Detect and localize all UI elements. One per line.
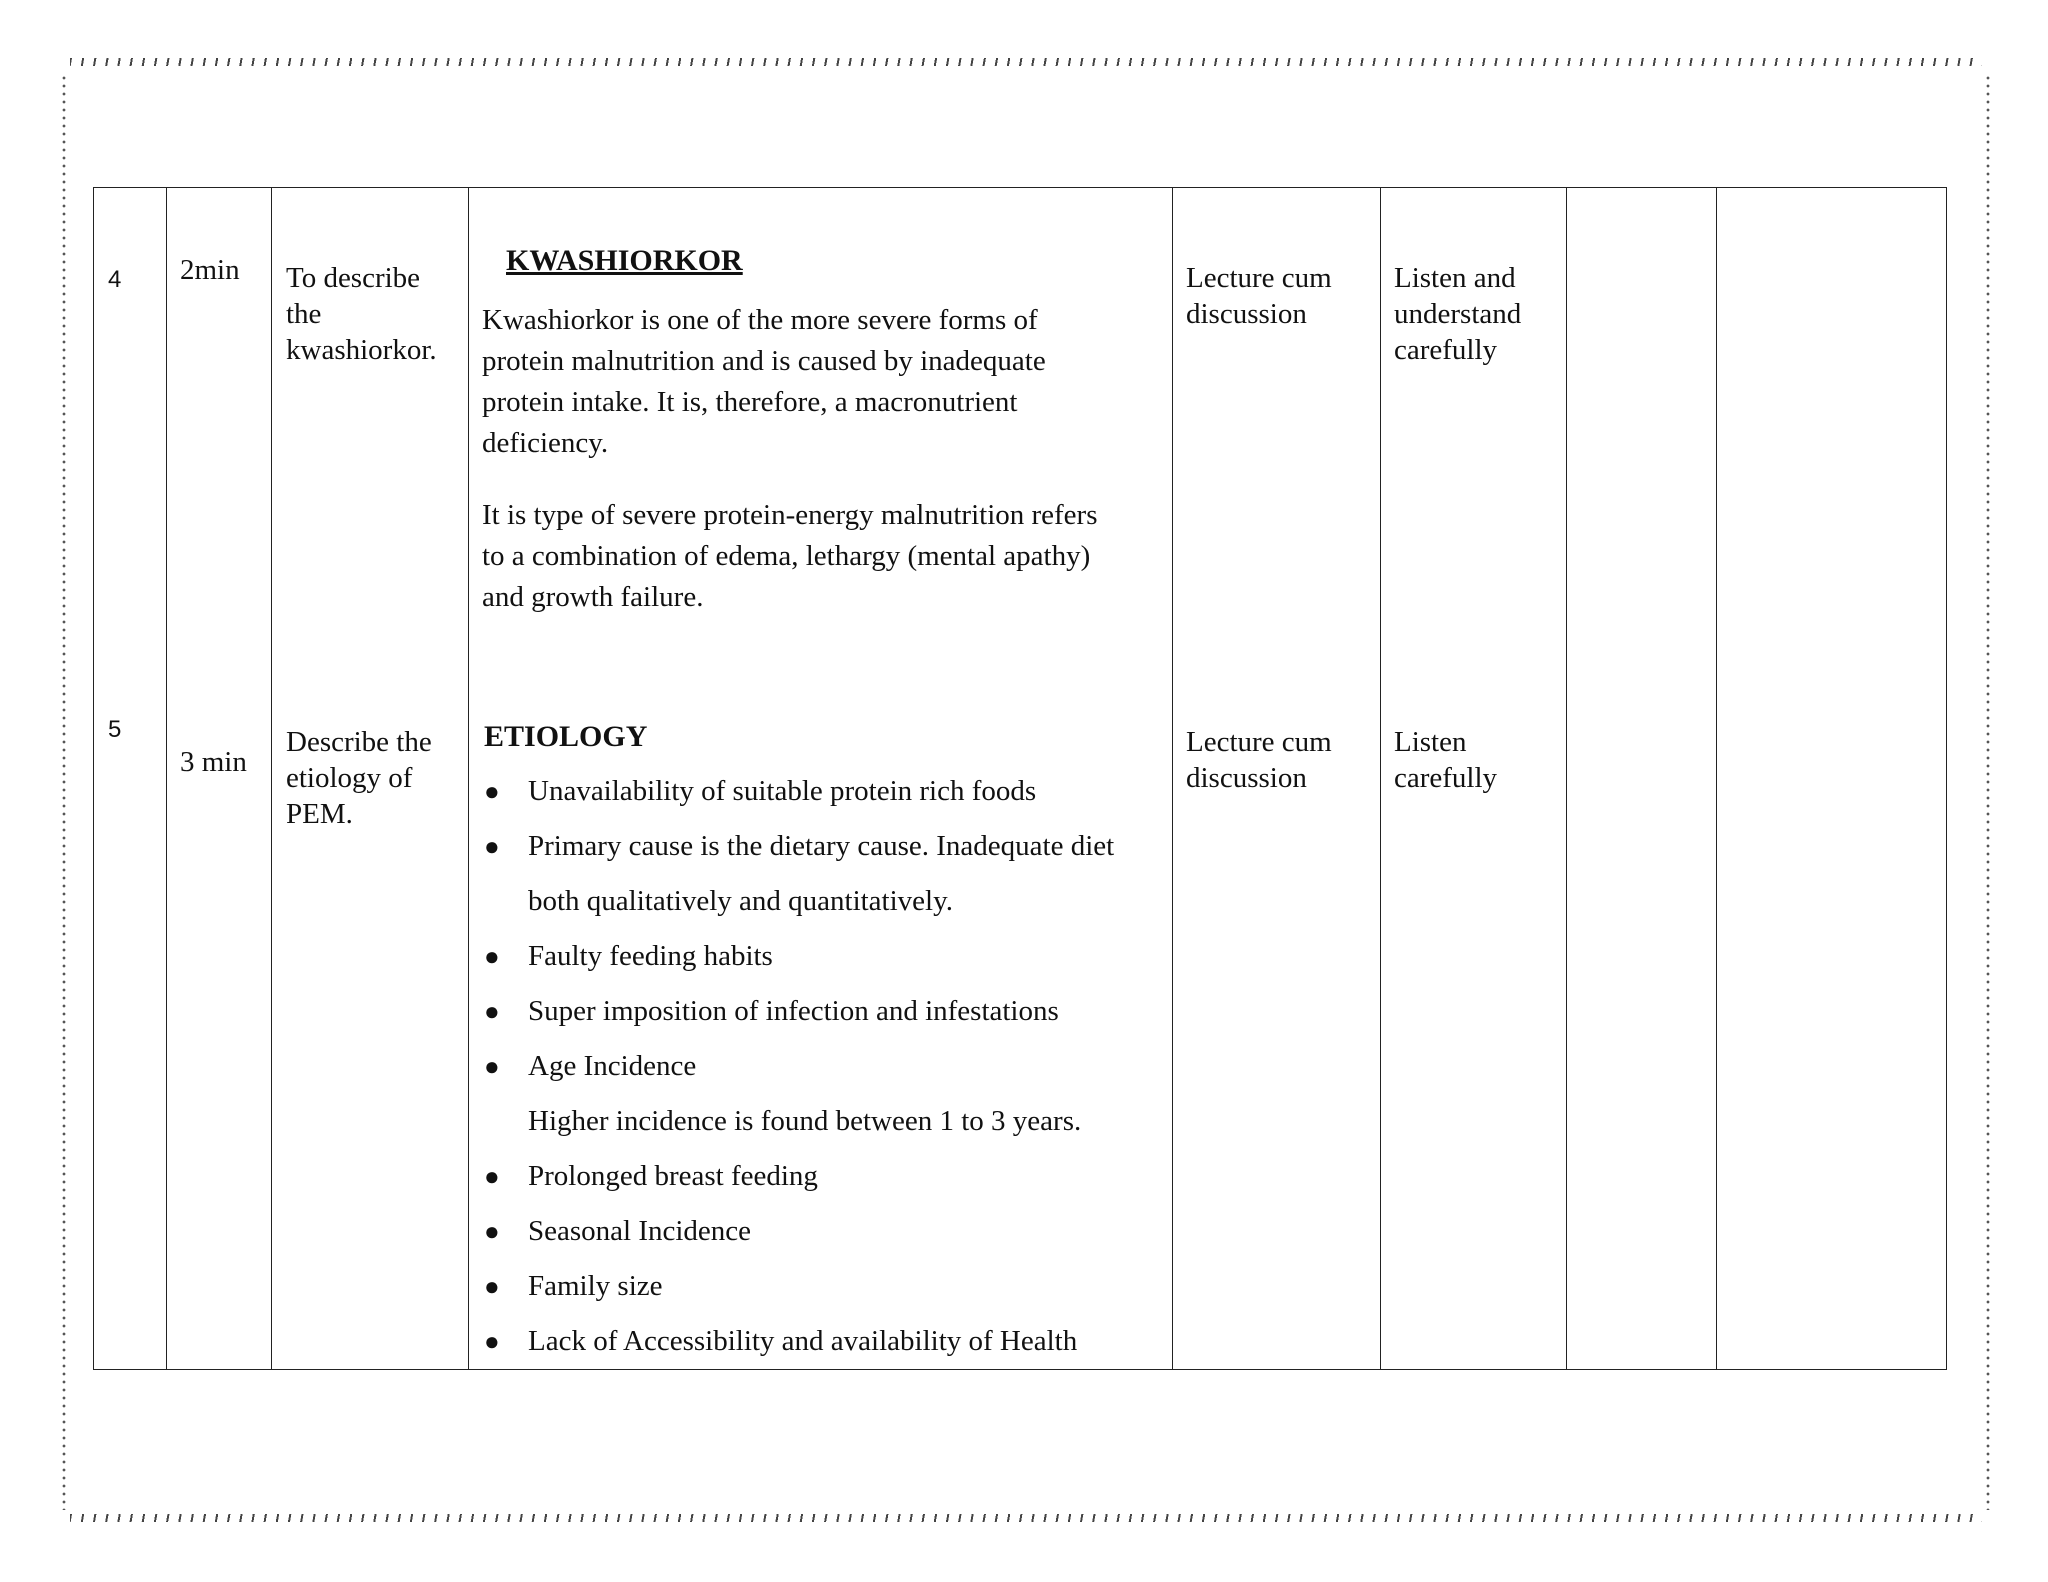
list-item-continuation <box>482 874 1182 929</box>
list-item-text: Unavailability of suitable protein rich foods <box>528 775 1037 807</box>
objective-line: PEM. <box>286 798 353 830</box>
bullet-icon: ● <box>484 832 500 861</box>
column-divider <box>166 188 167 1369</box>
page-border-left <box>62 74 66 1510</box>
list-item-text: Super imposition of infection and infestations <box>528 995 1059 1027</box>
list-item-text: Age Incidence <box>528 1050 697 1082</box>
activity-line: carefully <box>1394 334 1498 366</box>
list-item <box>482 1204 1182 1259</box>
row-time: 2min <box>180 254 240 286</box>
column-divider <box>1716 188 1717 1369</box>
list-item-text: Faulty feeding habits <box>528 940 773 972</box>
row-number: 5 <box>108 716 122 743</box>
paragraph-line: It is type of severe protein-energy malnutrition refers <box>482 499 1098 531</box>
list-item-continuation <box>482 1094 1182 1149</box>
objective-line: the <box>286 298 322 330</box>
list-item <box>482 1314 1182 1369</box>
bullet-icon: ● <box>484 997 500 1026</box>
activity-line: Listen and <box>1394 262 1516 294</box>
column-divider <box>1380 188 1381 1369</box>
learner-activity <box>1394 260 1521 368</box>
paragraph-line: protein intake. It is, therefore, a macronutrient <box>482 386 1018 418</box>
paragraph-line: to a combination of edema, lethargy (mental apathy) <box>482 540 1091 572</box>
bullet-icon: ● <box>484 1162 500 1191</box>
paragraph-line: and growth failure. <box>482 581 704 613</box>
bullet-icon: ● <box>484 1272 500 1301</box>
method-line: Lecture cum <box>1186 726 1332 758</box>
list-item <box>482 984 1182 1039</box>
bullet-icon: ● <box>484 1052 500 1081</box>
row-objective <box>286 724 476 832</box>
etiology-list <box>482 764 1182 1369</box>
list-item-text: both qualitatively and quantitatively. <box>528 885 953 917</box>
list-item <box>482 929 1182 984</box>
bullet-icon: ● <box>484 777 500 806</box>
list-item-text: Higher incidence is found between 1 to 3 years. <box>528 1105 1082 1137</box>
list-item <box>482 1039 1182 1094</box>
paragraph <box>482 300 1172 464</box>
activity-line: carefully <box>1394 762 1498 794</box>
row-objective <box>286 260 476 368</box>
paragraph-line: deficiency. <box>482 427 609 459</box>
objective-line: etiology of <box>286 762 413 794</box>
row-time: 3 min <box>180 746 247 778</box>
paragraph-line: protein malnutrition and is caused by inadequate <box>482 345 1046 377</box>
paragraph-line: Kwashiorkor is one of the more severe forms of <box>482 304 1038 336</box>
page-border-top <box>70 58 1982 66</box>
section-heading: KWASHIORKOR <box>506 244 743 277</box>
list-item-text: Family size <box>528 1270 663 1302</box>
column-divider <box>1566 188 1567 1369</box>
bullet-icon: ● <box>484 1217 500 1246</box>
column-divider <box>271 188 272 1369</box>
page-border-right <box>1986 74 1990 1510</box>
teaching-method <box>1186 260 1332 332</box>
list-item-text: Prolonged breast feeding <box>528 1160 818 1192</box>
bullet-icon: ● <box>484 942 500 971</box>
list-item-text: Lack of Accessibility and availability of Health <box>528 1325 1078 1357</box>
page-border-bottom <box>70 1514 1982 1522</box>
method-line: discussion <box>1186 762 1307 794</box>
teaching-method <box>1186 724 1332 796</box>
activity-line: Listen <box>1394 726 1467 758</box>
method-line: Lecture cum <box>1186 262 1332 294</box>
section-heading: ETIOLOGY <box>484 720 648 753</box>
list-item-text: Primary cause is the dietary cause. Inadequate diet <box>528 830 1115 862</box>
list-item <box>482 764 1182 819</box>
activity-line: understand <box>1394 298 1522 330</box>
row-number: 4 <box>108 266 122 293</box>
learner-activity <box>1394 724 1497 796</box>
list-item <box>482 819 1182 874</box>
paragraph <box>482 495 1172 618</box>
list-item <box>482 1149 1182 1204</box>
objective-line: kwashiorkor. <box>286 334 437 366</box>
bullet-icon: ● <box>484 1327 500 1356</box>
list-item <box>482 1259 1182 1314</box>
objective-line: To describe <box>286 262 421 294</box>
objective-line: Describe the <box>286 726 432 758</box>
list-item-text: Seasonal Incidence <box>528 1215 752 1247</box>
method-line: discussion <box>1186 298 1307 330</box>
